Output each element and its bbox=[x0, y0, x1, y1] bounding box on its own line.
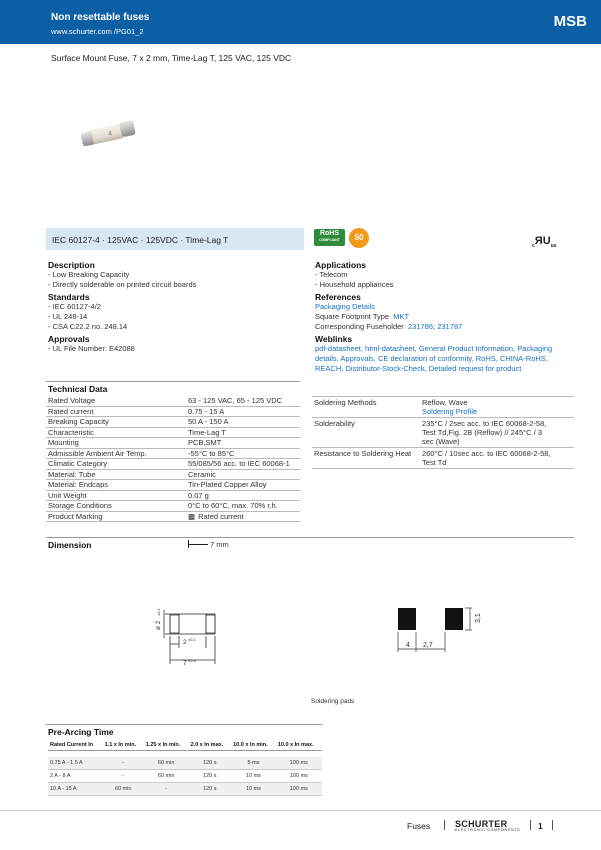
technical-row bbox=[46, 469, 300, 480]
soldering-methods-label: Soldering Methods bbox=[312, 397, 420, 418]
technical-data-table bbox=[46, 396, 300, 522]
technical-value: Ceramic bbox=[186, 469, 300, 480]
technical-row bbox=[46, 511, 300, 522]
dim-len7-tol: ±0.3 bbox=[188, 658, 196, 663]
applications-item: - Telecom bbox=[315, 270, 348, 279]
prearcing-cell: 120 s bbox=[189, 757, 232, 770]
spec-bar bbox=[46, 228, 304, 250]
technical-label: Unit Weight bbox=[46, 490, 186, 501]
dim-diameter: ø 2 bbox=[155, 620, 162, 630]
technical-value: 0°C to 60°C, max. 70% r.h. bbox=[186, 501, 300, 512]
prearcing-header: 10.0 x In max. bbox=[276, 740, 322, 751]
standards-title: Standards bbox=[48, 292, 90, 302]
prearcing-cell: 10 ms bbox=[231, 783, 276, 796]
product-code: MSB bbox=[553, 13, 587, 30]
header-title: Non resettable fuses bbox=[51, 12, 150, 23]
weblinks-line[interactable]: details, Approvals, CE declaration of conformity, RoHS, CHINA-RoHS, bbox=[315, 354, 548, 363]
technical-label: Characteristic bbox=[46, 427, 186, 438]
soldering-profile-link[interactable]: Soldering Profile bbox=[422, 407, 478, 416]
prearcing-cell: 100 ms bbox=[276, 757, 322, 770]
applications-title: Applications bbox=[315, 260, 367, 270]
prearcing-header: 10.0 x In min. bbox=[231, 740, 276, 751]
fuse-image bbox=[78, 118, 140, 148]
prearcing-header: 2.0 x In max. bbox=[189, 740, 232, 751]
approvals-item: - UL File Number: E42088 bbox=[48, 344, 135, 353]
technical-row bbox=[46, 501, 300, 512]
resistance-value: Test Td bbox=[422, 458, 447, 467]
rohs-text: RoHS bbox=[319, 230, 340, 237]
technical-value: 0.75 - 15 A bbox=[186, 406, 300, 417]
prearcing-header: 1.1 x In min. bbox=[103, 740, 144, 751]
pad-width: 4 bbox=[406, 642, 410, 649]
technical-value: Time-Lag T bbox=[186, 427, 300, 438]
references-title: References bbox=[315, 292, 361, 302]
technical-row bbox=[46, 427, 300, 438]
technical-value: PCB,SMT bbox=[186, 438, 300, 449]
brand-name: SCHURTER bbox=[455, 819, 508, 829]
prearcing-cell: 60 min bbox=[103, 783, 144, 796]
fuseholder-separator: ; bbox=[433, 322, 436, 331]
resistance-value: 260°C / 10sec acc. to IEC 60068-2-58, bbox=[422, 449, 551, 458]
soldering-row bbox=[312, 397, 574, 418]
dimension-title: Dimension bbox=[48, 540, 92, 550]
dim-len7: 7 bbox=[183, 660, 187, 667]
pad-height: 3,1 bbox=[475, 613, 482, 623]
description-item: - Low Breaking Capacity bbox=[48, 270, 130, 279]
product-subtitle: Surface Mount Fuse, 7 x 2 mm, Time-Lag T, 125 VAC, 125 VDC bbox=[51, 53, 292, 63]
prearcing-cell: - bbox=[103, 757, 144, 770]
technical-row bbox=[46, 417, 300, 428]
solderability-value: sec (Wave) bbox=[422, 437, 460, 446]
technical-data-title: Technical Data bbox=[48, 384, 108, 394]
prearcing-cell: - bbox=[144, 783, 189, 796]
technical-label: Product Marking bbox=[46, 511, 186, 522]
brand-subtitle: ELECTRONIC COMPONENTS bbox=[455, 828, 521, 832]
technical-value: 55/085/56 acc. to IEC 60068-1 bbox=[186, 459, 300, 470]
footprint-link[interactable]: MKT bbox=[393, 312, 410, 321]
technical-value: Tin-Plated Copper Alloy bbox=[186, 480, 300, 491]
prearcing-cell: - bbox=[103, 770, 144, 783]
prearcing-cell: 120 s bbox=[189, 770, 232, 783]
ul-c: c bbox=[532, 243, 535, 250]
soldering-methods-value: Reflow, Wave bbox=[422, 398, 468, 407]
technical-label: Rated Voltage bbox=[46, 396, 186, 406]
fifty-year-badge: 50 bbox=[349, 228, 369, 248]
cul-us-mark bbox=[532, 235, 556, 249]
prearcing-header: Rated Current In bbox=[48, 740, 103, 751]
ul-logo: ЯU bbox=[534, 235, 551, 247]
applications-item: - Household appliances bbox=[315, 280, 394, 289]
standards-item: - IEC 60127-4/2 bbox=[48, 302, 101, 311]
fuse-marking: 4 bbox=[107, 130, 113, 139]
fuseholder-link-1[interactable]: 231786 bbox=[407, 322, 434, 331]
dimension-scale: 7 mm bbox=[210, 540, 229, 549]
footprint-label: Square Footprint Type bbox=[315, 312, 390, 321]
technical-label: Storage Conditions bbox=[46, 501, 186, 512]
prearcing-cell: 120 s bbox=[189, 783, 232, 796]
solderability-label: Solderability bbox=[312, 418, 420, 448]
page-number: 1 bbox=[538, 821, 543, 831]
soldering-pads-caption: Soldering pads bbox=[311, 698, 355, 705]
prearcing-cell: 100 ms bbox=[276, 770, 322, 783]
technical-row bbox=[46, 480, 300, 491]
prearcing-table bbox=[48, 740, 322, 796]
ul-us: us bbox=[550, 243, 557, 250]
fuseholder-label: Corresponding Fuseholder bbox=[315, 322, 404, 331]
standards-item: - UL 248-14 bbox=[48, 312, 88, 321]
page-header bbox=[0, 0, 601, 44]
prearcing-row bbox=[48, 783, 322, 796]
technical-label: Climatic Category bbox=[46, 459, 186, 470]
dim-diameter-tol: ±0.1 bbox=[156, 608, 161, 616]
technical-label: Material: Tube bbox=[46, 469, 186, 480]
left-info-column bbox=[48, 260, 298, 354]
technical-row bbox=[46, 459, 300, 470]
weblinks-title: Weblinks bbox=[315, 334, 353, 344]
dim-len2-tol: ±0.2 bbox=[188, 637, 196, 642]
technical-row bbox=[46, 448, 300, 459]
approvals-title: Approvals bbox=[48, 334, 90, 344]
rohs-badge bbox=[314, 229, 345, 246]
technical-value: 0.07 g bbox=[186, 490, 300, 501]
soldering-pads-drawing bbox=[390, 600, 490, 660]
solderability-value: Test Td,Fig. 2B (Reflow) // 245°C / 3 bbox=[422, 428, 542, 437]
technical-label: Admissible Ambient Air Temp. bbox=[46, 448, 186, 459]
prearcing-cell: 0.75 A - 1.5 A bbox=[48, 757, 103, 770]
fuseholder-link-2[interactable]: 231787 bbox=[437, 322, 463, 331]
packaging-details-link[interactable]: Packaging Details bbox=[315, 302, 376, 311]
technical-label: Breaking Capacity bbox=[46, 417, 186, 428]
footer-section: Fuses bbox=[407, 821, 431, 831]
technical-value: 50 A - 150 A bbox=[186, 417, 300, 428]
rohs-compliant-text: COMPLIANT bbox=[319, 238, 340, 242]
prearcing-row bbox=[48, 770, 322, 783]
pad-gap: 2,7 bbox=[423, 642, 433, 649]
soldering-row bbox=[312, 448, 574, 469]
description-title: Description bbox=[48, 260, 95, 270]
fuse-dimension-drawing bbox=[130, 600, 240, 675]
technical-value-text: Rated current bbox=[198, 511, 244, 521]
technical-label: Material: Endcaps bbox=[46, 480, 186, 491]
spec-line: IEC 60127-4 · 125VAC · 125VDC · Time-Lag T bbox=[52, 235, 229, 245]
prearcing-cell: 5 ms bbox=[231, 757, 276, 770]
weblinks-line[interactable]: pdf-datasheet, html-datasheet, General Product Information, Packaging bbox=[315, 344, 553, 353]
prearcing-cell: 60 min bbox=[144, 770, 189, 783]
solderability-value: 235°C / 2sec acc. to IEC 60068-2-58, bbox=[422, 419, 547, 428]
technical-value: -55°C to 85°C bbox=[186, 448, 300, 459]
prearcing-header: 1.25 x In min. bbox=[144, 740, 189, 751]
weblinks-line[interactable]: REACH, Distributor-Stock-Check, Detailed request for product bbox=[315, 364, 522, 373]
dim-len2: 2 bbox=[183, 639, 187, 646]
prearcing-cell: 60 min bbox=[144, 757, 189, 770]
technical-label: Rated current bbox=[46, 406, 186, 417]
technical-row bbox=[46, 396, 300, 406]
soldering-table bbox=[312, 396, 574, 469]
right-info-column bbox=[315, 260, 575, 374]
technical-row bbox=[46, 438, 300, 449]
technical-label: Mounting bbox=[46, 438, 186, 449]
description-item: - Directly solderable on printed circuit boards bbox=[48, 280, 197, 289]
soldering-row bbox=[312, 418, 574, 448]
prearcing-cell: 2 A - 8 A bbox=[48, 770, 103, 783]
technical-row bbox=[46, 490, 300, 501]
resistance-label: Resistance to Soldering Heat bbox=[312, 448, 420, 469]
technical-value: 63 - 125 VAC, 65 - 125 VDC bbox=[186, 396, 300, 406]
technical-row bbox=[46, 406, 300, 417]
prearcing-cell: 100 ms bbox=[276, 783, 322, 796]
marking-icon: ▩ bbox=[188, 511, 196, 521]
header-url[interactable]: www.schurter.com /PG01_2 bbox=[51, 27, 144, 36]
schurter-logo bbox=[455, 819, 520, 832]
prearcing-cell: 10 A - 15 A bbox=[48, 783, 103, 796]
prearcing-row bbox=[48, 757, 322, 770]
prearcing-cell: 10 ms bbox=[231, 770, 276, 783]
prearcing-title: Pre-Arcing Time bbox=[48, 727, 114, 737]
technical-value bbox=[186, 511, 300, 522]
standards-item: - CSA C22.2 no. 248.14 bbox=[48, 322, 128, 331]
